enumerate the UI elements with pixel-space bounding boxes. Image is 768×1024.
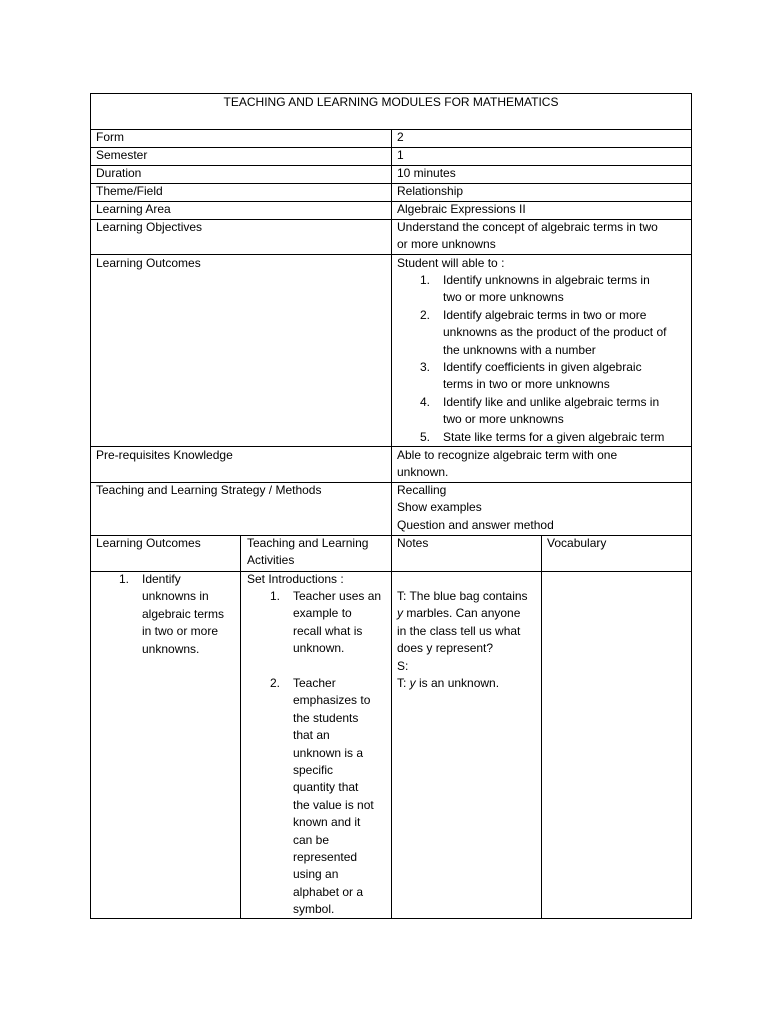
outcomes-list bbox=[420, 272, 690, 446]
list-item: 1. Identify unknowns in algebraic terms in two or more unknowns bbox=[420, 273, 650, 305]
activities-heading: Set Introductions : bbox=[247, 572, 344, 586]
notes-line: does y represent? bbox=[397, 641, 494, 655]
info-row-form bbox=[90, 129, 392, 148]
document-title: TEACHING AND LEARNING MODULES FOR MATHEMATICS bbox=[223, 95, 559, 109]
header-learning-outcomes: Learning Outcomes bbox=[96, 536, 201, 550]
notes-line-rest: is an unknown. bbox=[415, 676, 500, 690]
notes-prefix: T: bbox=[397, 676, 410, 690]
header-notes: Notes bbox=[397, 536, 429, 550]
info-cell bbox=[391, 129, 692, 148]
semester-label: Semester bbox=[96, 148, 148, 162]
strategy-value-line: Question and answer method bbox=[397, 518, 554, 532]
list-item: 2. Teacher emphasizes to the students that an unknown is a specific quantity that the value is not known and it can be represented using an alphabet or a symbol. bbox=[270, 676, 374, 917]
duration-value: 10 minutes bbox=[397, 166, 456, 180]
list-item: 4. Identify like and unlike algebraic terms in two or more unknowns bbox=[420, 394, 660, 427]
header-activities-line: Activities bbox=[247, 553, 295, 567]
prerequisites-value-line: Able to recognize algebraic term with one bbox=[397, 448, 618, 462]
strategy-value-line: Show examples bbox=[397, 500, 482, 514]
header-vocabulary: Vocabulary bbox=[547, 536, 607, 550]
objectives-label: Learning Objectives bbox=[96, 220, 203, 234]
list-item: 3. Identify coefficients in given algebraic terms in two or more unknowns bbox=[420, 360, 642, 392]
notes-line bbox=[397, 605, 520, 622]
outcomes-row bbox=[90, 254, 392, 447]
form-label: Form bbox=[96, 130, 124, 144]
learning-area-label: Learning Area bbox=[96, 202, 171, 216]
form-value: 2 bbox=[397, 130, 404, 144]
duration-label: Duration bbox=[96, 166, 142, 180]
notes-line: S: bbox=[397, 659, 409, 673]
theme-label: Theme/Field bbox=[96, 184, 163, 198]
objectives-value-line: Understand the concept of algebraic terms in two bbox=[397, 220, 658, 234]
variable-y: y bbox=[409, 676, 416, 690]
outcomes-intro: Student will able to : bbox=[397, 256, 505, 270]
learning-area-value: Algebraic Expressions II bbox=[397, 202, 526, 216]
notes-line-rest: marbles. Can anyone bbox=[403, 606, 521, 620]
variable-y: y bbox=[397, 606, 403, 620]
notes-line bbox=[397, 675, 499, 692]
outcome-cell-list bbox=[119, 571, 239, 658]
header-activities-line: Teaching and Learning bbox=[247, 536, 369, 550]
list-item: 5. State like terms for a given algebraic term bbox=[420, 429, 665, 444]
semester-value: 1 bbox=[397, 148, 404, 162]
activities-list bbox=[270, 588, 390, 919]
table-body-cell bbox=[541, 571, 692, 919]
list-item: 1. Identify unknowns in algebraic terms in two or more unknowns. bbox=[119, 572, 225, 656]
list-item: 2. Identify algebraic terms in two or more unknowns as the product of the product of the unknowns with a number bbox=[420, 307, 667, 357]
notes-line: in the class tell us what bbox=[397, 624, 521, 638]
list-item: 1. Teacher uses an example to recall what is unknown. bbox=[270, 589, 382, 656]
info-cell bbox=[391, 147, 692, 166]
prerequisites-label: Pre-requisites Knowledge bbox=[96, 448, 233, 462]
strategy-value-line: Recalling bbox=[397, 483, 447, 497]
prerequisites-value-line: unknown. bbox=[397, 465, 449, 479]
outcomes-label: Learning Outcomes bbox=[96, 256, 201, 270]
objectives-value-line: or more unknowns bbox=[397, 237, 496, 251]
strategy-label: Teaching and Learning Strategy / Methods bbox=[96, 483, 322, 497]
notes-line: T: The blue bag contains bbox=[397, 589, 528, 603]
theme-value: Relationship bbox=[397, 184, 464, 198]
